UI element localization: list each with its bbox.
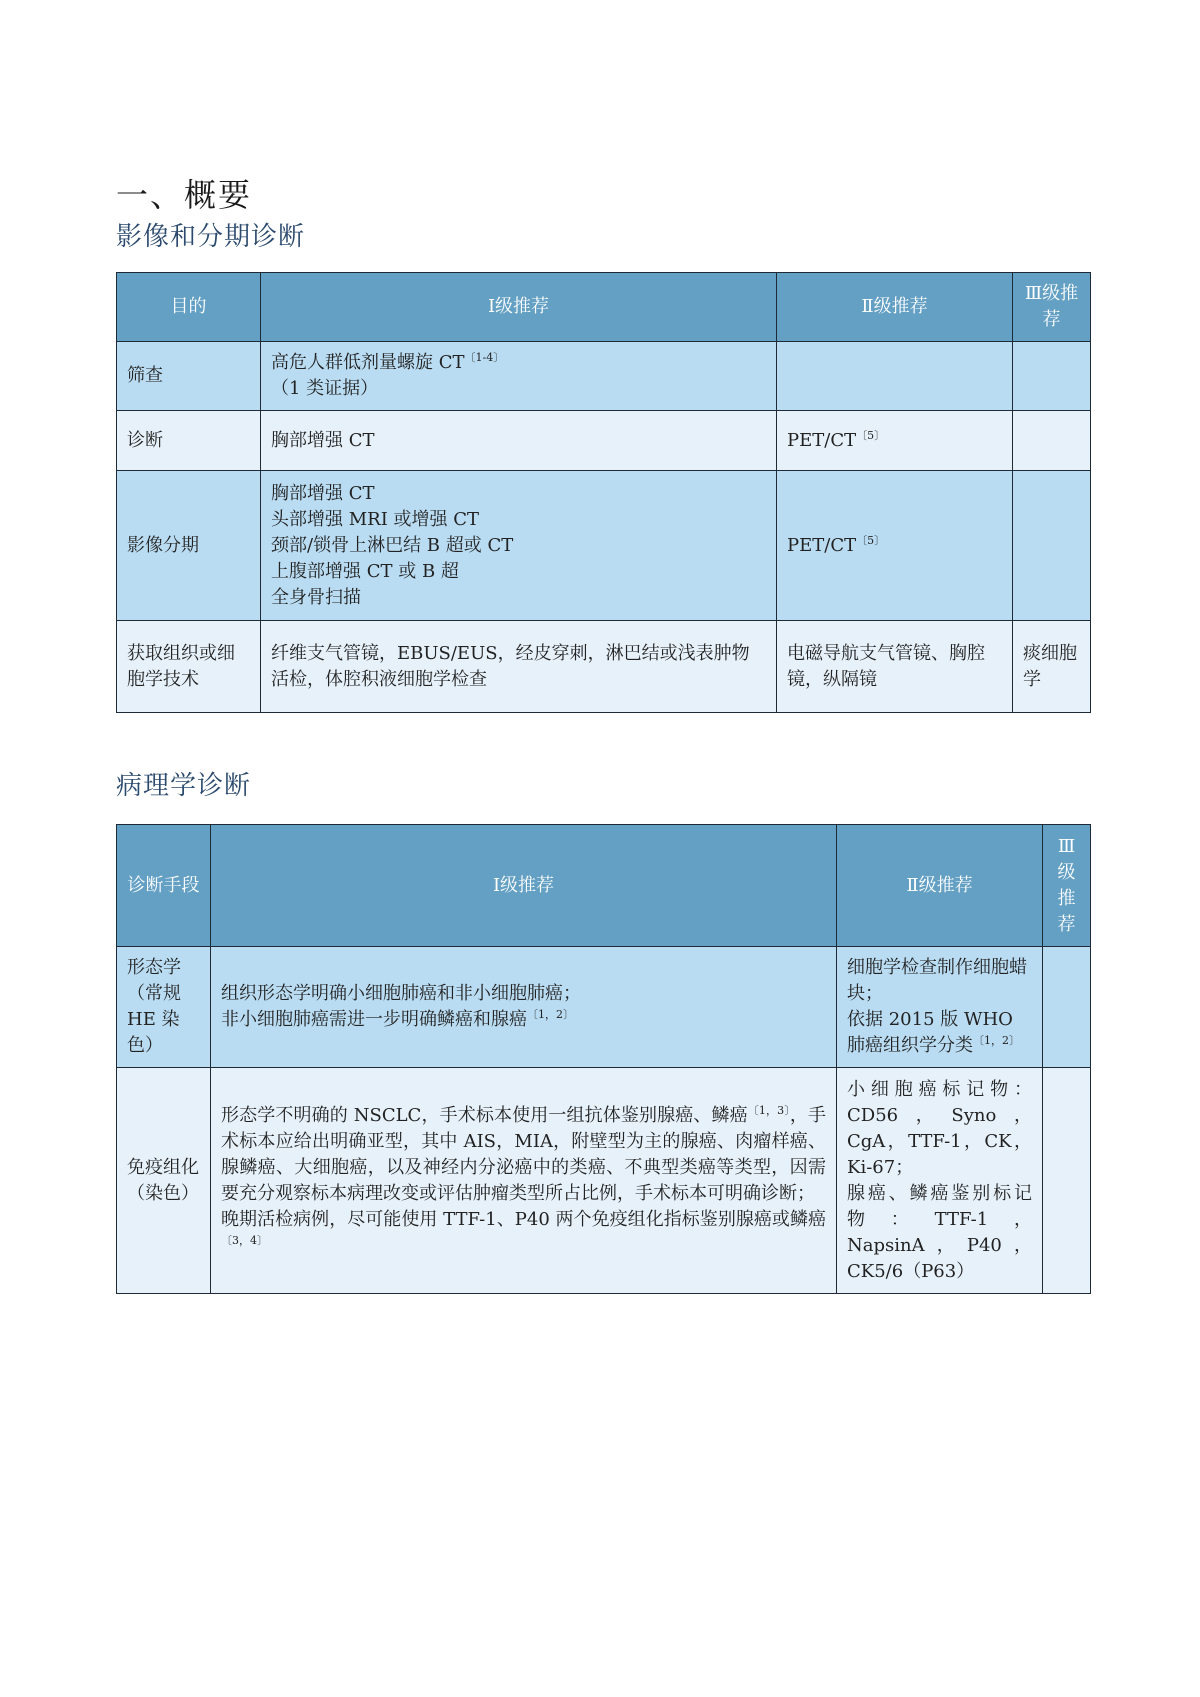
line-text: ，手术标本应给出明确亚型，其中 AIS，MIA，附壁型为主的腺癌、肉瘤样癌、腺鳞癌、大细胞癌，以及神经内分泌癌中的类癌、不典型类癌等类型，因需要充分观察标本病理改变或评估肿瘤类型所占比例，手术标本可明确诊断； bbox=[221, 1104, 827, 1204]
level1-cell bbox=[261, 342, 777, 411]
pathology-diagnosis-table bbox=[116, 824, 1091, 1294]
level3-cell bbox=[1043, 1068, 1091, 1294]
level2-line: 腺癌、鳞癌鉴别标记物：TTF-1，NapsinA，P40，CK5/6（P63） bbox=[847, 1182, 1032, 1282]
level1-line bbox=[271, 350, 766, 376]
line-text: 形态学不明确的 NSCLC，手术标本使用一组抗体鉴别腺癌、鳞癌 bbox=[221, 1104, 748, 1126]
line-text: PET/CT bbox=[787, 534, 857, 556]
purpose-cell: 筛查 bbox=[117, 342, 261, 411]
level2-cell bbox=[837, 947, 1043, 1068]
level1-line: 上腹部增强 CT 或 B 超 bbox=[271, 560, 459, 582]
level2-cell bbox=[777, 471, 1013, 621]
citation: 〔5〕 bbox=[856, 533, 886, 547]
citation: 〔1，2〕 bbox=[973, 1034, 1020, 1047]
table-header-row bbox=[117, 825, 1091, 947]
imaging-staging-table bbox=[116, 272, 1091, 713]
level1-line bbox=[221, 1207, 826, 1259]
level2-cell bbox=[837, 1068, 1043, 1294]
header-level3: Ⅲ级推荐 bbox=[1043, 825, 1091, 947]
level1-line: 颈部/锁骨上淋巴结 B 超或 CT bbox=[271, 534, 514, 556]
line-text: 依据 2015 版 WHO 肺癌组织学分类 bbox=[847, 1009, 1013, 1056]
table-row bbox=[117, 411, 1091, 471]
method-cell: 形态学（常规 HE 染色） bbox=[117, 947, 211, 1068]
citation: 〔1，3〕 bbox=[747, 1103, 790, 1117]
level3-cell bbox=[1013, 471, 1091, 621]
purpose-cell: 获取组织或细胞学技术 bbox=[117, 621, 261, 713]
header-level1: Ⅰ级推荐 bbox=[211, 825, 837, 947]
header-level3: Ⅲ级推荐 bbox=[1013, 273, 1091, 342]
level1-cell bbox=[261, 471, 777, 621]
level3-cell bbox=[1013, 342, 1091, 411]
level2-line: 小细胞癌标记物：CD56，Syno，CgA，TTF-1，CK，Ki-67； bbox=[847, 1078, 1032, 1178]
level2-line: 细胞学检查制作细胞蜡块； bbox=[847, 957, 1027, 1004]
table-row bbox=[117, 947, 1091, 1068]
level1-cell bbox=[261, 411, 777, 471]
level3-cell: 痰细胞学 bbox=[1013, 621, 1091, 713]
line-text: 高危人群低剂量螺旋 CT bbox=[271, 352, 465, 373]
citation: 〔5〕 bbox=[856, 428, 886, 442]
level1-cell bbox=[211, 947, 837, 1068]
citation: 〔1-4〕 bbox=[464, 351, 505, 364]
header-method: 诊断手段 bbox=[117, 825, 211, 947]
level1-line: 全身骨扫描 bbox=[271, 586, 361, 608]
pathology-section-title: 病理学诊断 bbox=[116, 771, 252, 801]
level1-text bbox=[221, 1105, 826, 1204]
level3-cell bbox=[1043, 947, 1091, 1068]
purpose-cell: 影像分期 bbox=[117, 471, 261, 621]
citation: 〔3，4〕 bbox=[221, 1233, 268, 1247]
method-cell: 免疫组化（染色） bbox=[117, 1068, 211, 1294]
table-row bbox=[117, 342, 1091, 411]
level1-line: 组织形态学明确小细胞肺癌和非小细胞肺癌； bbox=[221, 983, 581, 1004]
table-header-row bbox=[117, 273, 1091, 342]
header-level2: Ⅱ级推荐 bbox=[777, 273, 1013, 342]
level1-line bbox=[221, 1007, 826, 1033]
level1-cell bbox=[211, 1068, 837, 1294]
line-text: 晚期活检病例，尽可能使用 TTF-1、P40 两个免疫组化指标鉴别腺癌或鳞癌 bbox=[221, 1208, 826, 1230]
level1-line: 头部增强 MRI 或增强 CT bbox=[271, 508, 480, 530]
table-row bbox=[117, 621, 1091, 713]
imaging-section-title: 影像和分期诊断 bbox=[116, 222, 306, 252]
purpose-cell: 诊断 bbox=[117, 411, 261, 471]
line-text: 胸部增强 CT bbox=[271, 429, 375, 451]
citation: 〔1，2〕 bbox=[527, 1008, 574, 1021]
line-text: PET/CT bbox=[787, 429, 857, 451]
header-level1: Ⅰ级推荐 bbox=[261, 273, 777, 342]
header-level2: Ⅱ级推荐 bbox=[837, 825, 1043, 947]
level1-line bbox=[271, 376, 766, 402]
line-text: （1 类证据） bbox=[271, 378, 379, 399]
level2-cell bbox=[777, 411, 1013, 471]
level2-line bbox=[847, 1007, 1032, 1059]
level1-cell: 纤维支气管镜，EBUS/EUS，经皮穿刺，淋巴结或浅表肿物活检，体腔积液细胞学检查 bbox=[261, 621, 777, 713]
table-row bbox=[117, 471, 1091, 621]
table-row bbox=[117, 1068, 1091, 1294]
level2-cell: 电磁导航支气管镜、胸腔镜，纵隔镜 bbox=[777, 621, 1013, 713]
level2-cell bbox=[777, 342, 1013, 411]
line-text: 非小细胞肺癌需进一步明确鳞癌和腺癌 bbox=[221, 1009, 527, 1030]
level1-line: 胸部增强 CT bbox=[271, 482, 375, 504]
page-title: 一、概要 bbox=[116, 176, 253, 214]
level3-cell bbox=[1013, 411, 1091, 471]
header-purpose: 目的 bbox=[117, 273, 261, 342]
